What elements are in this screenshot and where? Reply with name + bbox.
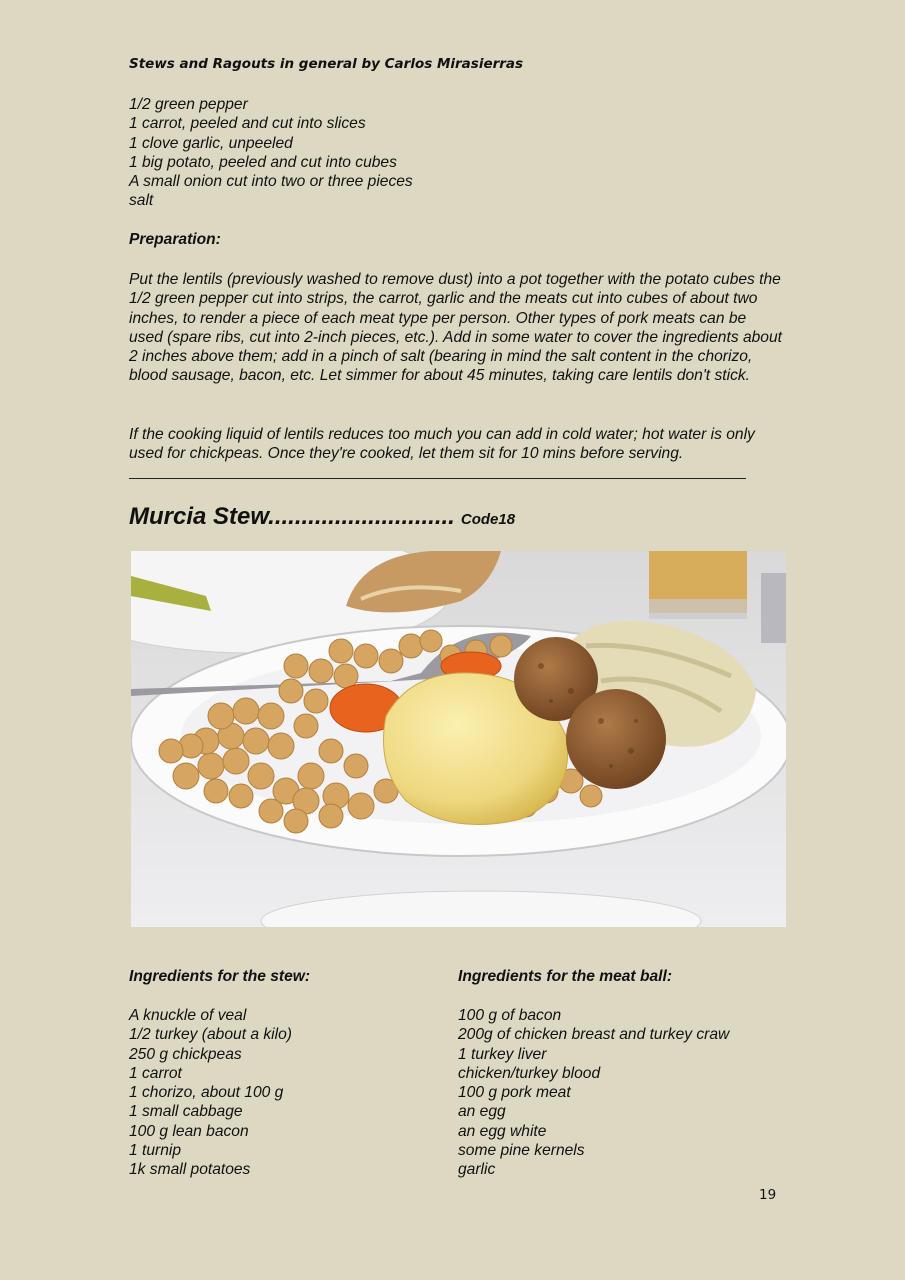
top-ingredient-list <box>129 95 779 211</box>
list-item: 200g of chicken breast and turkey craw <box>458 1026 730 1044</box>
meatball-ingredients-heading: Ingredients for the meat ball: <box>458 968 673 985</box>
list-item: 100 g lean bacon <box>129 1122 249 1140</box>
preparation-note: If the cooking liquid of lentils reduces too much you can add in cold water; hot water is only used for chickpeas. Once they're cooked, let them sit for 10 mins before serving. <box>129 426 755 463</box>
list-item: 1 chorizo, about 100 g <box>129 1084 284 1102</box>
stew-ingredients-heading: Ingredients for the stew: <box>129 968 311 985</box>
list-item: A small onion cut into two or three pieces <box>129 173 413 191</box>
list-item: 1 clove garlic, unpeeled <box>129 134 293 152</box>
list-item: 100 g pork meat <box>458 1084 571 1102</box>
divider <box>129 478 746 479</box>
stew-photo <box>131 551 786 927</box>
list-item: 1 turkey liver <box>458 1045 547 1063</box>
list-item: an egg <box>458 1103 506 1121</box>
list-item: 1/2 green pepper <box>129 96 248 113</box>
preparation-heading: Preparation: <box>129 231 221 248</box>
list-item: A knuckle of veal <box>129 1007 247 1024</box>
list-item: garlic <box>458 1161 496 1179</box>
list-item: 100 g of bacon <box>458 1007 562 1024</box>
list-item: 1k small potatoes <box>129 1161 251 1179</box>
recipe-code: Code18 <box>460 511 516 528</box>
meatball-ingredient-list <box>458 1006 729 1180</box>
list-item: 1 small cabbage <box>129 1103 243 1121</box>
recipe-title <box>129 503 515 531</box>
list-item: salt <box>129 192 154 210</box>
list-item: 1/2 turkey (about a kilo) <box>129 1026 292 1044</box>
list-item: 1 carrot, peeled and cut into slices <box>129 115 366 133</box>
list-item: 250 g chickpeas <box>129 1045 242 1063</box>
list-item: 1 carrot <box>129 1064 182 1082</box>
recipe-name: Murcia Stew............................ <box>129 503 455 530</box>
page-number: 19 <box>759 1187 777 1203</box>
list-item: chicken/turkey blood <box>458 1064 601 1082</box>
running-header: Stews and Ragouts in general by Carlos Mirasierras <box>129 56 524 72</box>
list-item: some pine kernels <box>458 1142 585 1160</box>
list-item: an egg white <box>458 1122 547 1140</box>
stew-ingredient-list <box>129 1006 292 1180</box>
list-item: 1 big potato, peeled and cut into cubes <box>129 153 397 171</box>
preparation-paragraph: Put the lentils (previously washed to remove dust) into a pot together with the potato cubes the 1/2 green pepper cut into strips, the carrot, garlic and the meats cut into cubes of about two inches, to render a piece of each meat type per person. Other types of pork meats can be used (spare ribs, cut into 2-inch pieces, etc.). Add in some water to cover the ingredients about 2 inches above them; add in a pinch of salt (bearing in mind the salt content in the chorizo, blood sausage, bacon, etc. Let simmer for about 45 minutes, taking care lentils don't stick. <box>129 271 782 385</box>
list-item: 1 turnip <box>129 1142 182 1160</box>
